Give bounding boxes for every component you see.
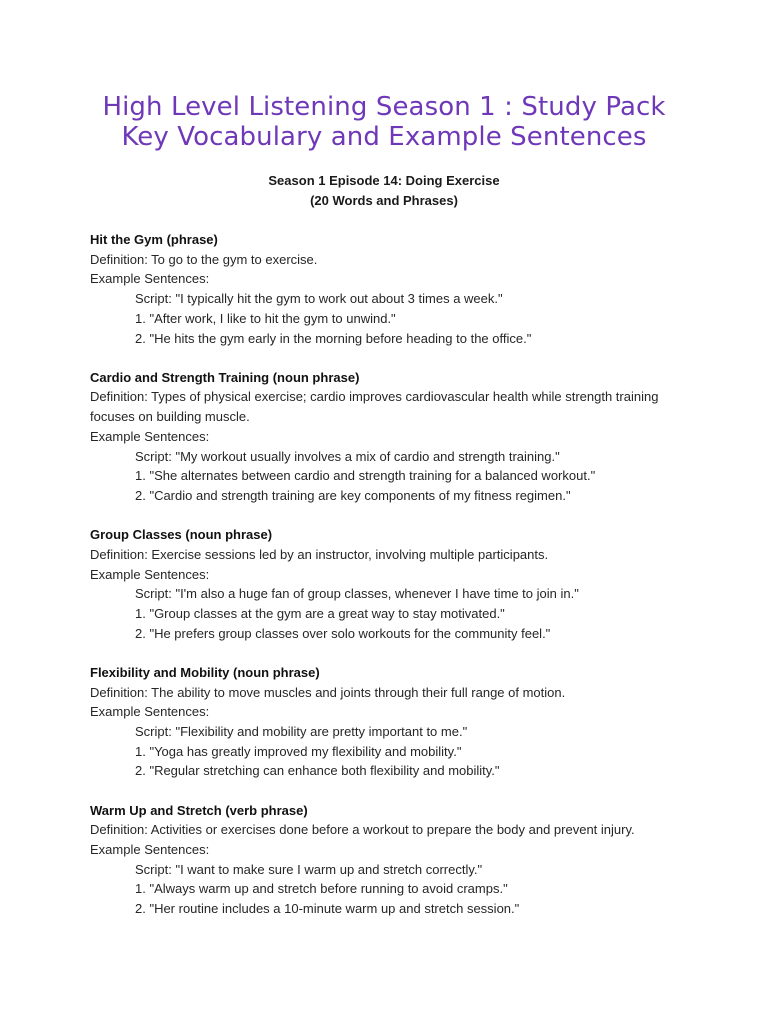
vocabulary-list <box>90 230 690 938</box>
vocab-term: Warm Up and Stretch (verb phrase) <box>90 802 308 818</box>
example-sentence: 2. "Regular stretching can enhance both flexibility and mobility." <box>135 763 500 779</box>
examples-label: Example Sentences: <box>90 271 210 287</box>
script-sentence: Script: "My workout usually involves a mix of cardio and strength training." <box>135 448 560 464</box>
vocab-term: Cardio and Strength Training (noun phrase) <box>90 369 360 385</box>
vocab-term: Hit the Gym (phrase) <box>90 232 218 247</box>
example-sentence: 1. "Yoga has greatly improved my flexibility and mobility." <box>135 743 462 759</box>
vocab-definition: Definition: Exercise sessions led by an instructor, involving multiple participants. <box>90 546 549 562</box>
script-sentence: Script: "I'm also a huge fan of group classes, whenever I have time to join in." <box>135 586 579 602</box>
example-sentence: 2. "Cardio and strength training are key components of my fitness regimen." <box>135 487 571 503</box>
examples-label: Example Sentences: <box>90 428 210 444</box>
vocab-term: Group Classes (noun phrase) <box>90 527 273 543</box>
vocab-entry <box>90 663 690 781</box>
episode-heading: Season 1 Episode 14: Doing Exercise <box>268 173 500 188</box>
vocab-entry <box>90 801 690 919</box>
vocab-definition: Definition: Activities or exercises done before a workout to prepare the body and prevent injury. <box>90 822 635 838</box>
vocab-term: Flexibility and Mobility (noun phrase) <box>90 664 320 680</box>
example-sentence: 2. "He hits the gym early in the morning before heading to the office." <box>135 330 532 346</box>
examples-label: Example Sentences: <box>90 566 210 582</box>
example-sentence: 1. "After work, I like to hit the gym to unwind." <box>135 310 396 326</box>
vocab-entry <box>90 525 690 643</box>
examples-label: Example Sentences: <box>90 841 210 857</box>
vocab-entry <box>90 230 690 348</box>
example-sentence: 1. "Group classes at the gym are a great way to stay motivated." <box>135 605 505 621</box>
vocab-definition: Definition: Types of physical exercise; cardio improves cardiovascular health while strength training focuses on building muscle. <box>90 389 659 425</box>
example-sentence: 2. "Her routine includes a 10-minute warm up and stretch session." <box>135 901 520 917</box>
vocab-entry <box>90 368 690 506</box>
examples-label: Example Sentences: <box>90 704 210 720</box>
page-subtitle: Key Vocabulary and Example Sentences <box>121 122 647 152</box>
script-sentence: Script: "I want to make sure I warm up and stretch correctly." <box>135 861 483 877</box>
script-sentence: Script: "I typically hit the gym to work out about 3 times a week." <box>135 291 503 307</box>
example-sentence: 1. "Always warm up and stretch before running to avoid cramps." <box>135 881 508 897</box>
vocab-definition: Definition: The ability to move muscles and joints through their full range of motion. <box>90 684 566 700</box>
page-title: High Level Listening Season 1 : Study Pack <box>102 92 666 122</box>
example-sentence: 2. "He prefers group classes over solo workouts for the community feel." <box>135 625 551 641</box>
word-count: (20 Words and Phrases) <box>310 193 458 208</box>
vocab-definition: Definition: To go to the gym to exercise. <box>90 251 318 267</box>
script-sentence: Script: "Flexibility and mobility are pretty important to me." <box>135 723 468 739</box>
example-sentence: 1. "She alternates between cardio and strength training for a balanced workout." <box>135 468 596 484</box>
